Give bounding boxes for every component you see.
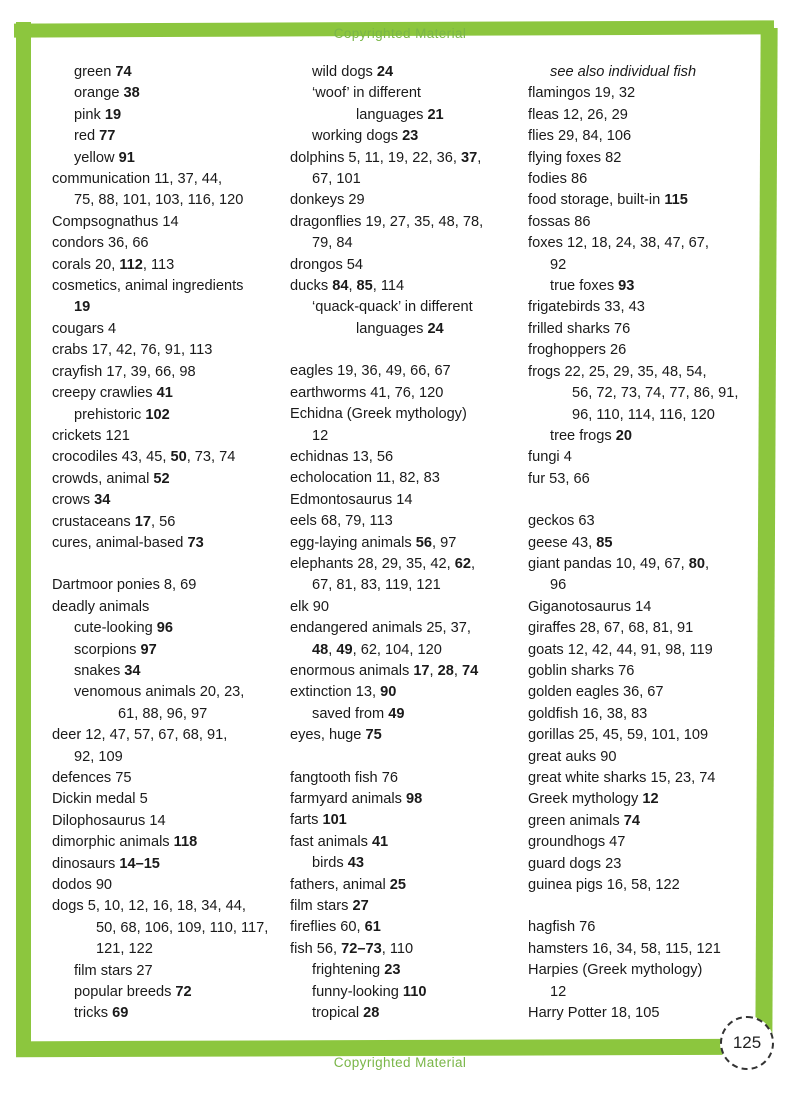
index-entry: flies 29, 84, 106 — [528, 128, 632, 145]
index-entry: crowds, animal 52 — [52, 470, 170, 487]
index-entry: dolphins 5, 11, 19, 22, 36, 37, 67, 101 — [290, 149, 482, 188]
index-entry: great white sharks 15, 23, 74 — [528, 770, 716, 786]
index-entry: crickets 121 — [52, 427, 130, 444]
index-entry: see also individual fish — [550, 64, 697, 80]
index-entry: tropical 28 — [312, 1005, 380, 1022]
copyright-watermark-bottom: Copyrighted Material — [333, 1055, 467, 1070]
section-gap — [290, 747, 512, 768]
index-entry: corals 20, 112, 113 — [52, 256, 175, 273]
index-entry: Harpies (Greek mythology) 12 — [528, 962, 703, 1000]
index-entry: Giganotosaurus 14 — [528, 598, 652, 615]
index-entry: birds 43 — [312, 855, 364, 872]
index-entry: flying foxes 82 — [528, 149, 622, 166]
index-entry: Echidna (Greek mythology) 12 — [290, 406, 467, 444]
index-entry: Dickin medal 5 — [52, 791, 148, 808]
index-entry: eyes, huge 75 — [290, 727, 382, 744]
section-gap — [528, 490, 752, 511]
index-entry: fangtooth fish 76 — [290, 769, 398, 786]
index-entry: funny-looking 110 — [312, 983, 427, 1000]
index-entry: giraffes 28, 67, 68, 81, 91 — [528, 620, 694, 637]
index-entry: enormous animals 17, 28, 74 — [290, 662, 479, 679]
index-entry: dinosaurs 14–15 — [52, 855, 160, 872]
index-entry: eels 68, 79, 113 — [290, 513, 393, 530]
index-entry: echolocation 11, 82, 83 — [290, 470, 440, 487]
index-entry: food storage, built-in 115 — [528, 192, 688, 209]
index-entry: goldfish 16, 38, 83 — [528, 705, 648, 722]
index-entry: film stars 27 — [74, 962, 153, 979]
index-entry: dimorphic animals 118 — [52, 834, 198, 851]
index-entry: Greek mythology 12 — [528, 791, 659, 808]
index-entry: film stars 27 — [290, 898, 369, 915]
index-entry: Harry Potter 18, 105 — [528, 1005, 660, 1022]
index-column-1 — [52, 62, 274, 1025]
index-entry: orange 38 — [74, 85, 140, 102]
index-entry: cosmetics, animal ingredients 19 — [52, 278, 244, 316]
index-entry: fungi 4 — [528, 449, 572, 466]
index-entry: tree frogs 20 — [550, 427, 632, 444]
index-entry: deadly animals — [52, 598, 150, 615]
index-entry: endangered animals 25, 37, 48, 49, 62, 104, 120 — [290, 620, 471, 658]
index-entry: golden eagles 36, 67 — [528, 684, 664, 701]
index-entry: farmyard animals 98 — [290, 791, 423, 807]
index-entry: elk 90 — [290, 598, 329, 615]
index-entry: earthworms 41, 76, 120 — [290, 384, 444, 401]
index-entry: communication 11, 37, 44, 75, 88, 101, 103, 116, 120 — [52, 171, 244, 209]
index-entry: gorillas 25, 45, 59, 101, 109 — [528, 727, 709, 744]
index-entry: egg-laying animals 56, 97 — [290, 534, 457, 551]
index-entry: goats 12, 42, 44, 91, 98, 119 — [528, 641, 713, 658]
index-entry: saved from 49 — [312, 705, 405, 722]
index-entry: fast animals 41 — [290, 833, 389, 850]
index-entry: dragonflies 19, 27, 35, 48, 78, 79, 84 — [290, 213, 484, 252]
index-entry: pink 19 — [74, 106, 122, 123]
index-entry: foxes 12, 18, 24, 38, 47, 67, 92 — [528, 235, 709, 273]
page-number: 125 — [720, 1016, 774, 1070]
index-entry: fireflies 60, 61 — [290, 919, 381, 936]
index-entry: wild dogs 24 — [312, 64, 394, 80]
index-entry: groundhogs 47 — [528, 834, 626, 851]
index-entry: froghoppers 26 — [528, 342, 627, 359]
index-entry: great auks 90 — [528, 748, 617, 765]
index-entry: scorpions 97 — [74, 641, 157, 658]
index-column-2 — [290, 62, 512, 1025]
index-entry: drongos 54 — [290, 256, 364, 273]
index-entry: hamsters 16, 34, 58, 115, 121 — [528, 940, 721, 957]
index-entry: ‘quack-quack’ in different languages 24 — [312, 299, 473, 337]
index-entry: red 77 — [74, 128, 116, 145]
index-entry: dogs 5, 10, 12, 16, 18, 34, 44, 50, 68, 106, 109, 110, 117, 121, 122 — [52, 898, 269, 958]
index-entry: popular breeds 72 — [74, 984, 192, 1001]
index-entry: prehistoric 102 — [74, 406, 170, 423]
section-gap — [290, 340, 512, 361]
index-entry: geese 43, 85 — [528, 534, 613, 551]
index-entry: frightening 23 — [312, 962, 401, 979]
index-entry: flamingos 19, 32 — [528, 85, 636, 102]
index-entry: condors 36, 66 — [52, 235, 149, 252]
index-entry: green 74 — [74, 64, 132, 80]
index-entry: cougars 4 — [52, 320, 117, 337]
index-entry: frigatebirds 33, 43 — [528, 299, 645, 316]
index-entry: crustaceans 17, 56 — [52, 513, 176, 530]
index-column-3 — [528, 62, 752, 1025]
index-entry: fish 56, 72–73, 110 — [290, 940, 414, 957]
index-entry: cures, animal-based 73 — [52, 534, 204, 551]
index-entry: frilled sharks 76 — [528, 320, 631, 337]
index-entry: Dartmoor ponies 8, 69 — [52, 577, 197, 594]
index-entry: echidnas 13, 56 — [290, 448, 394, 465]
index-entry: tricks 69 — [74, 1005, 129, 1022]
index-entry: crabs 17, 42, 76, 91, 113 — [52, 342, 213, 359]
index-entry: deer 12, 47, 57, 67, 68, 91, 92, 109 — [52, 727, 228, 765]
copyright-watermark-top: Copyrighted Material — [333, 26, 467, 41]
decorative-border-left — [16, 22, 31, 1052]
index-entry: Compsognathus 14 — [52, 213, 179, 230]
index-entry: guard dogs 23 — [528, 855, 622, 872]
index-entry: cute-looking 96 — [74, 620, 173, 637]
index-entry: ducks 84, 85, 114 — [290, 278, 405, 295]
index-entry: dodos 90 — [52, 877, 113, 894]
index-entry: fodies 86 — [528, 171, 588, 188]
index-entry: Edmontosaurus 14 — [290, 491, 413, 508]
index-entry: crows 34 — [52, 492, 111, 509]
index-entry: ‘woof’ in different languages 21 — [312, 85, 444, 123]
index-entry: green animals 74 — [528, 812, 640, 829]
index-entry: crocodiles 43, 45, 50, 73, 74 — [52, 449, 236, 466]
index-entry: farts 101 — [290, 812, 347, 829]
index-entry: donkeys 29 — [290, 192, 365, 209]
index-entry: eagles 19, 36, 49, 66, 67 — [290, 363, 451, 380]
index-entry: creepy crawlies 41 — [52, 385, 173, 402]
index-entry: fathers, animal 25 — [290, 876, 407, 893]
index-entry: crayfish 17, 39, 66, 98 — [52, 363, 196, 380]
index-entry: true foxes 93 — [550, 278, 635, 295]
index-entry: fleas 12, 26, 29 — [528, 106, 628, 123]
index-entry: guinea pigs 16, 58, 122 — [528, 877, 680, 894]
index-entry: snakes 34 — [74, 662, 141, 679]
index-entry: extinction 13, 90 — [290, 684, 397, 701]
index-entry: giant pandas 10, 49, 67, 80, 96 — [528, 555, 709, 594]
index-columns — [52, 62, 752, 1025]
decorative-border-right — [755, 28, 777, 1038]
index-entry: venomous animals 20, 23, 61, 88, 96, 97 — [74, 684, 245, 722]
index-entry: yellow 91 — [74, 149, 135, 166]
index-entry: elephants 28, 29, 35, 42, 62, 67, 81, 83, 119, 121 — [290, 555, 476, 594]
section-gap — [528, 896, 752, 917]
index-entry: frogs 22, 25, 29, 35, 48, 54, 56, 72, 73, 74, 77, 86, 91, 96, 110, 114, 116, 120 — [528, 363, 739, 423]
section-gap — [52, 554, 274, 575]
index-entry: hagfish 76 — [528, 919, 596, 936]
index-entry: geckos 63 — [528, 513, 595, 530]
index-entry: fur 53, 66 — [528, 470, 590, 487]
index-entry: goblin sharks 76 — [528, 662, 635, 679]
index-entry: defences 75 — [52, 770, 132, 786]
index-entry: working dogs 23 — [312, 128, 419, 145]
index-entry: Dilophosaurus 14 — [52, 812, 166, 829]
index-entry: fossas 86 — [528, 213, 591, 230]
